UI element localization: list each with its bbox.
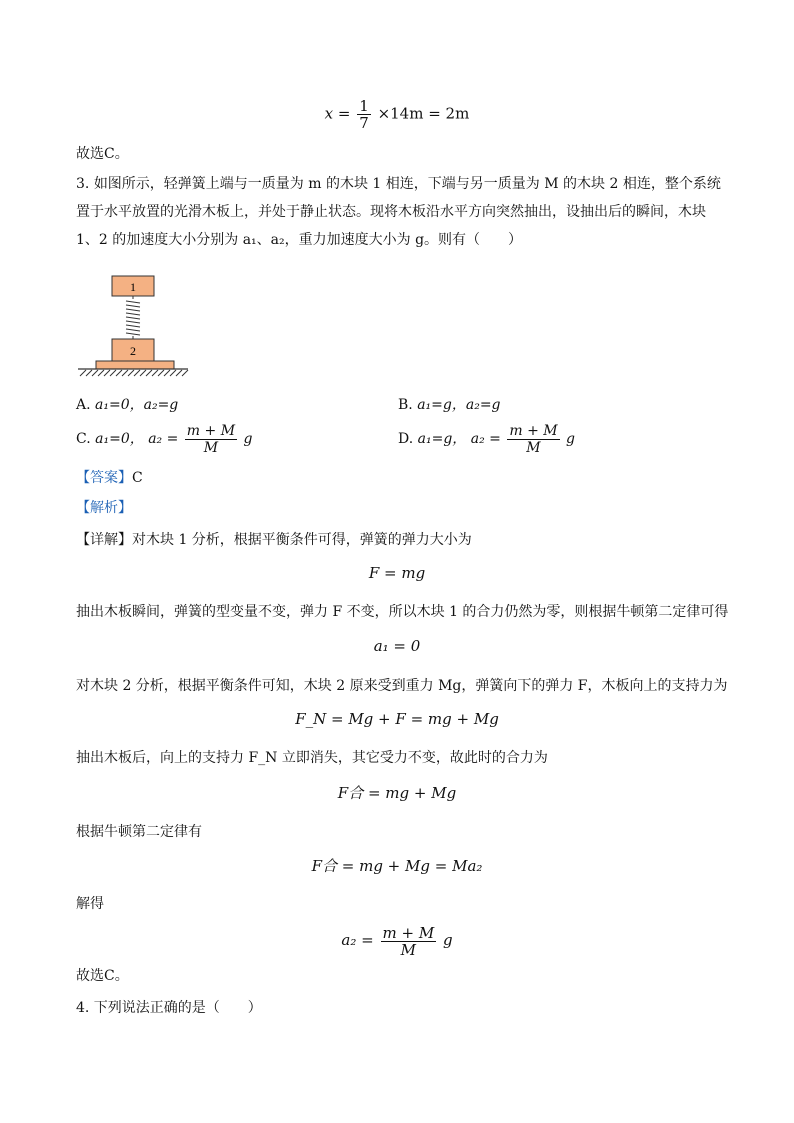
equation-1: F = mg (368, 564, 426, 582)
option-a[interactable]: A. a₁=0，a₂=g (76, 397, 179, 413)
block-2-label: 2 (130, 344, 136, 358)
fraction: $\frac{1}{7}$ (359, 97, 369, 132)
text-line-3: 对木块 2 分析，根据平衡条件可知，木块 2 原来受到重力 Mg，弹簧向下的弹力 F，木板向上的支持力为 (76, 678, 728, 694)
detail-line: 【详解】对木块 1 分析，根据平衡条件可得，弹簧的弹力大小为 (76, 532, 472, 548)
option-c[interactable]: C. a₁=0， a₂ = $\frac{m + M}{M}$ g (76, 422, 253, 456)
text-line-2: 抽出木板瞬间，弹簧的型变量不变，弹力 F 不变，所以木块 1 的合力仍然为零，则根据牛顿第二定律可得 (76, 604, 729, 620)
equation-2: a₁ = 0 (373, 637, 421, 655)
block-1-label: 1 (130, 280, 136, 294)
equation-3: F_N = Mg + F = mg + Mg (295, 710, 499, 728)
board (96, 361, 174, 369)
spring (126, 296, 140, 339)
conclusion-text: 故选C。 (76, 146, 129, 162)
equation-6: a₂ = $\frac{m + M}{M}$ g (341, 923, 453, 959)
answer-tag: 【答案】 (76, 470, 132, 486)
fraction: $\frac{m + M}{M}$ (509, 422, 558, 456)
text-line-4: 抽出木板后，向上的支持力 F_N 立即消失，其它受力不变，故此时的合力为 (76, 750, 548, 766)
text-line-6: 解得 (76, 896, 104, 912)
fraction: $\frac{m + M}{M}$ (382, 923, 435, 959)
conclusion-text-2: 故选C。 (76, 968, 129, 984)
question-3: 3. 如图所示，轻弹簧上端与一质量为 m 的木块 1 相连，下端与另一质量为 M 的木块 2 相连，整个系统置于水平放置的光滑木板上，并处于静止状态。现将木板沿水平方向突然抽出，设抽出后的瞬间，木块 1、2 的加速度大小分别为 a₁、a₂，重力加速度大小为 g。则有（ ） (76, 176, 721, 248)
fraction: $\frac{m + M}{M}$ (186, 422, 236, 456)
option-b[interactable]: B. a₁=g，a₂=g (398, 397, 501, 413)
text-line-5: 根据牛顿第二定律有 (76, 824, 202, 840)
ground-hatch (80, 370, 188, 376)
equation-5: F合 = mg + Mg = Ma₂ (311, 857, 483, 875)
spring-blocks-figure (76, 272, 192, 380)
question-4: 4. 下列说法正确的是（ ） (76, 1000, 262, 1016)
analysis-tag: 【解析】 (76, 500, 132, 516)
option-d[interactable]: D. a₁=g， a₂ = $\frac{m + M}{M}$ g (398, 422, 576, 456)
equation-4: F合 = mg + Mg (337, 784, 457, 802)
answer-line: 【答案】C (76, 470, 143, 486)
equation-top: x = $\frac{1}{7}$ ×14m = 2m (324, 97, 470, 132)
